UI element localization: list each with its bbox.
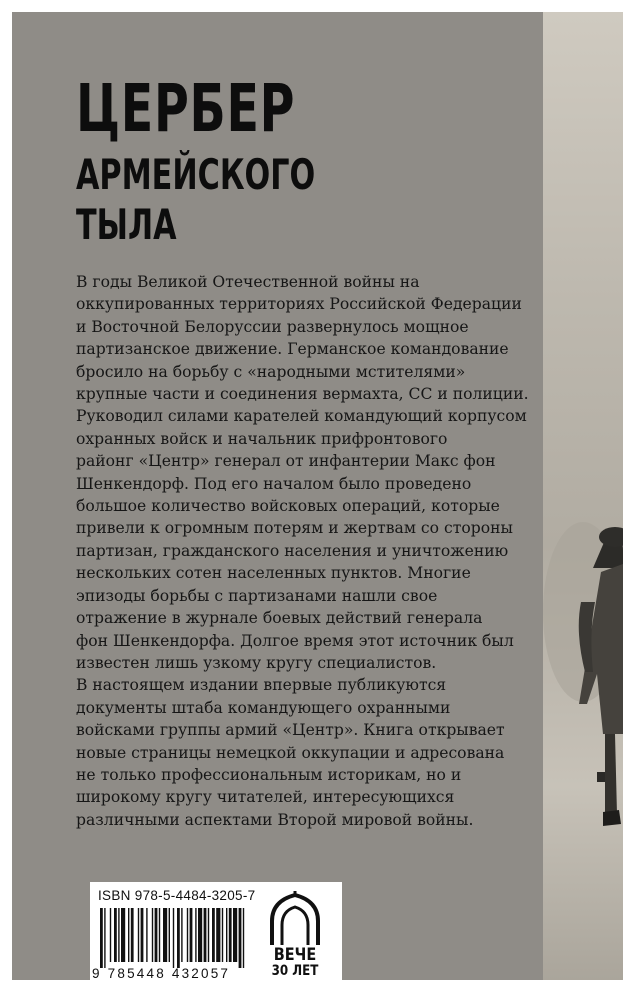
soldier-photo bbox=[543, 12, 623, 980]
blurb-line: войсками группы армий «Центр». Книга открывает bbox=[76, 721, 505, 740]
blurb-line: В годы Великой Отечественной войны на bbox=[76, 273, 420, 291]
barcode-bar bbox=[181, 908, 182, 962]
book-title-line-2: АРМЕЙСКОГО bbox=[76, 150, 316, 199]
blurb-line: крупные части и соединения вермахта, СС и полиции. bbox=[76, 385, 529, 404]
publisher-tagline: 30 ЛЕТ bbox=[271, 963, 319, 979]
barcode-bar bbox=[243, 908, 244, 968]
blurb-line: документы штаба командующего охранными bbox=[76, 698, 451, 717]
barcode-bar bbox=[146, 908, 147, 962]
blurb-line: привели к огромным потерям и жертвам со стороны bbox=[76, 519, 513, 538]
blurb-line: районг «Центр» генерал от инфантерии Макс фон bbox=[76, 452, 496, 471]
barcode-bar bbox=[131, 908, 134, 962]
blurb-line: партизанское движение. Германское командование bbox=[76, 340, 509, 359]
barcode-bar bbox=[212, 908, 215, 962]
barcode-bar bbox=[198, 908, 202, 962]
blurb-line: бросило на борьбу с «народными мстителями» bbox=[76, 362, 466, 381]
barcode-bar bbox=[229, 908, 232, 962]
publisher-logo bbox=[260, 891, 330, 980]
barcode-bar bbox=[226, 908, 227, 962]
blurb-line: известен лишь узкому кругу специалистов. bbox=[76, 653, 437, 672]
barcode-bar bbox=[118, 908, 119, 962]
blurb-line: различными аспектами Второй мировой войны. bbox=[76, 810, 474, 829]
publisher-name: ВЕЧЕ bbox=[273, 945, 317, 965]
barcode-bar bbox=[155, 908, 158, 962]
blurb-line: не только профессиональным историкам, но и bbox=[76, 765, 462, 784]
blurb-line: партизан, гражданского населения и уничтожению bbox=[76, 541, 509, 560]
blurb-line: Шенкендорф. Под его началом было проведено bbox=[76, 474, 472, 493]
blurb-line: В настоящем издании впервые публикуются bbox=[76, 676, 447, 695]
barcode-bar bbox=[128, 908, 129, 962]
barcode-bar bbox=[233, 908, 237, 962]
barcode-bar bbox=[110, 908, 111, 962]
barcode-bar bbox=[222, 908, 223, 962]
barcode-bar bbox=[100, 908, 103, 968]
barcode-bar bbox=[173, 908, 174, 968]
barcode-bar bbox=[104, 908, 105, 968]
barcode-bar bbox=[187, 908, 188, 962]
barcode-bar bbox=[190, 908, 193, 962]
barcode-bar bbox=[141, 908, 144, 962]
barcode-bar bbox=[152, 908, 153, 962]
barcode-bar bbox=[163, 908, 167, 962]
blurb-line: отражение в журнале боевых действий генерала bbox=[76, 609, 483, 628]
barcode-bar bbox=[216, 908, 220, 962]
blurb-line: Руководил силами карателей командующий корпусом bbox=[76, 407, 527, 426]
blurb-line: фон Шенкендорфа. Долгое время этот источник был bbox=[76, 631, 514, 650]
book-back-cover bbox=[12, 12, 623, 980]
ean-digits: 9 785448 432057 bbox=[92, 966, 231, 980]
barcode-bar bbox=[204, 908, 207, 962]
barcode-bar bbox=[159, 908, 160, 962]
blurb-line: большое количество войсковых операций, которые bbox=[76, 497, 500, 516]
blurb-line: новые страницы немецкой оккупации и адресована bbox=[76, 743, 505, 762]
barcode-bar bbox=[239, 908, 242, 968]
book-title-line-1: ЦЕРБЕР bbox=[76, 70, 296, 147]
barcode-bar bbox=[114, 908, 117, 962]
barcode-bar bbox=[138, 908, 139, 962]
blurb-line: оккупированных территориях Российской Федерации bbox=[76, 295, 522, 314]
book-title-line-3: ТЫЛА bbox=[76, 200, 177, 249]
dome-icon bbox=[260, 891, 330, 947]
blurb-line: широкому кругу читателей, интересующихся bbox=[76, 788, 455, 807]
isbn-label: ISBN 978-5-4484-3205-7 bbox=[98, 888, 256, 903]
book-description bbox=[76, 271, 546, 831]
barcode-bar bbox=[208, 908, 209, 962]
barcode-bar bbox=[177, 908, 180, 968]
blurb-line: и Восточной Белоруссии развернулось мощное bbox=[76, 317, 469, 336]
barcode-bar bbox=[195, 908, 196, 962]
blurb-line: нескольких сотен населенных пунктов. Многие bbox=[76, 564, 471, 583]
blurb-line: охранных войск и начальник прифронтового bbox=[76, 429, 448, 448]
barcode-bar bbox=[169, 908, 170, 962]
barcode-bar bbox=[121, 908, 125, 962]
blurb-line: эпизоды борьбы с партизанами нашли свое bbox=[76, 586, 438, 605]
soldier-silhouette-icon bbox=[543, 12, 623, 980]
